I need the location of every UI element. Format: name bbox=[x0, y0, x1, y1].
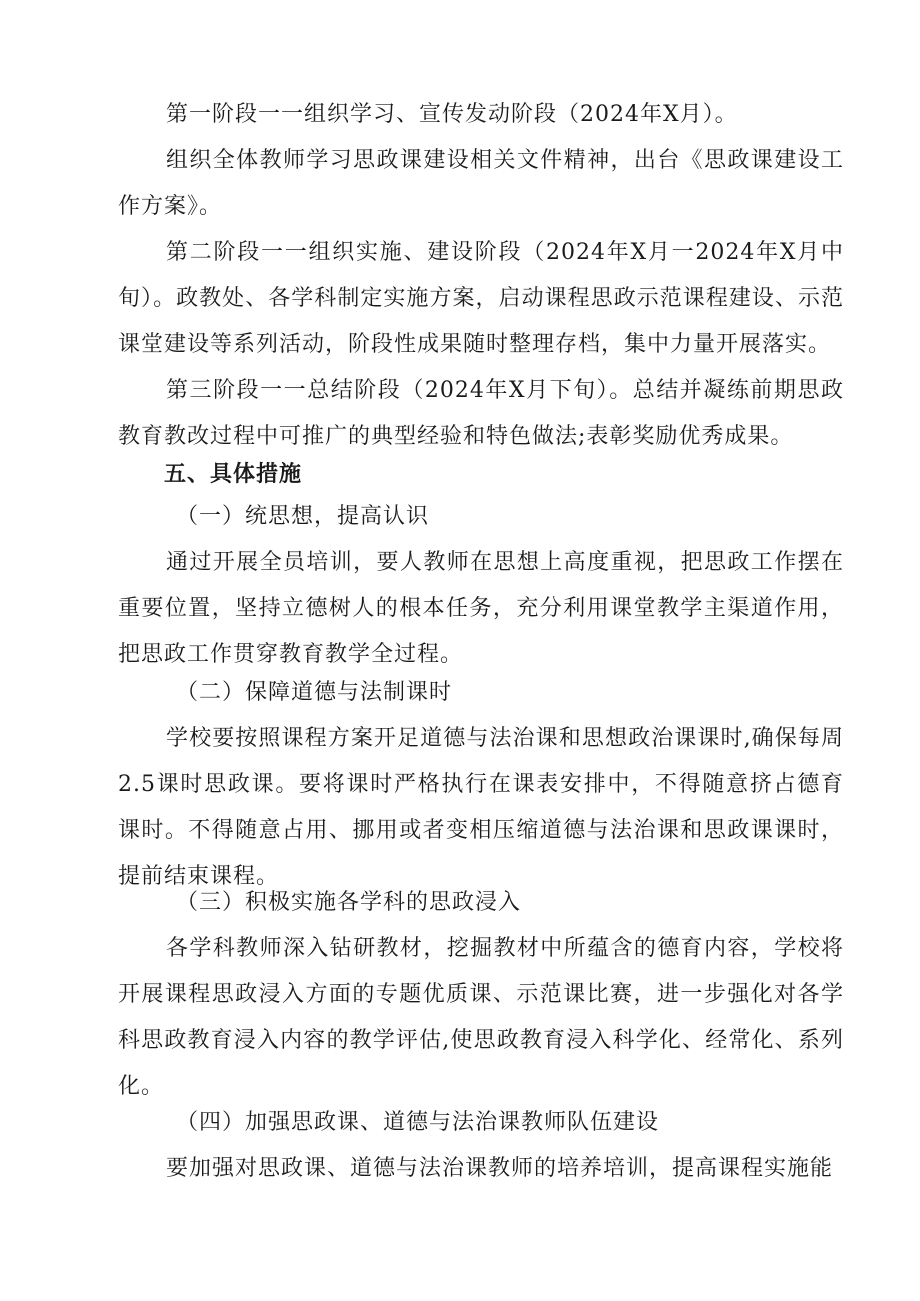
stage2-paragraph: 第二阶段一一组织实施、建设阶段（2024年X月一2024年X月中旬）。政教处、各学科制定实施方案，启动课程思政示范课程建设、示范课堂建设等系列活动，阶段性成果随时整理存档，集中力量开展落实。 bbox=[118, 240, 844, 357]
stage1-body: 组织全体教师学习思政课建设相关文件精神，出台《思政课建设工作方案》。 bbox=[118, 148, 844, 219]
measure-4-title: （四）加强思政课、道德与法治课教师队伍建设 bbox=[176, 1110, 660, 1135]
stage1-title: 第一阶段一一组织学习、宣传发动阶段（2024年X月）。 bbox=[166, 102, 738, 127]
measure-4-body: 要加强对思政课、道德与法治课教师的培养培训，提高课程实施能 bbox=[166, 1156, 834, 1181]
section-five-heading: 五、具体措施 bbox=[164, 462, 303, 487]
measure-2-body: 学校要按照课程方案开足道德与法治课和思想政治课课时,确保每周2.5课时思政课。要将课时严格执行在课表安排中，不得随意挤占德育课时。不得随意占用、挪用或者变相压缩道德与法治课和思政课课时，提前结束课程。 bbox=[118, 726, 844, 889]
measure-3-title: （三）积极实施各学科的思政浸入 bbox=[176, 890, 522, 915]
measure-1-body: 通过开展全员培训，要人教师在思想上高度重视，把思政工作摆在重要位置，坚持立德树人的根本任务，充分利用课堂教学主渠道作用，把思政工作贯穿教育教学全过程。 bbox=[118, 550, 844, 667]
measure-1-title: （一）统思想，提高认识 bbox=[176, 504, 430, 529]
measure-2-title: （二）保障道德与法制课时 bbox=[176, 680, 453, 705]
measure-3-body: 各学科教师深入钻研教材，挖掘教材中所蕴含的德育内容，学校将开展课程思政浸入方面的专题优质课、示范课比赛，进一步强化对各学科思政教育浸入内容的教学评估,使思政教育浸入科学化、经常化、系列化。 bbox=[118, 936, 844, 1099]
stage3-paragraph: 第三阶段一一总结阶段（2024年X月下旬）。总结并凝练前期思政教育教改过程中可推广的典型经验和特色做法;表彰奖励优秀成果。 bbox=[118, 378, 844, 449]
